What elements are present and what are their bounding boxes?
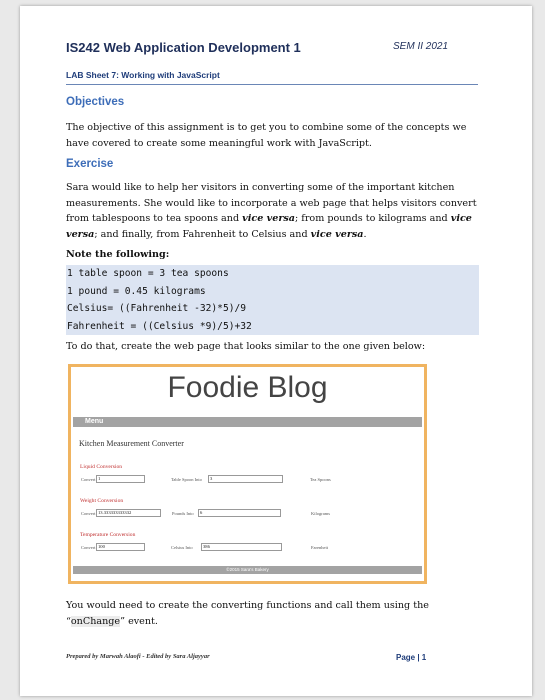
blog-footer: ©2015 Sara's Bakery: [73, 566, 422, 574]
temperature-left-input[interactable]: 100: [96, 543, 145, 551]
exercise-line: [66, 227, 480, 243]
liquid-left-input[interactable]: 1: [96, 475, 145, 483]
objectives-text: [66, 120, 480, 151]
menu-label: Menu: [85, 418, 104, 425]
text-run: ; and finally, from Fahrenheit to Celsius and: [94, 228, 311, 240]
quote-open: “: [66, 615, 71, 627]
objectives-line: have covered to create some meaningful work with JavaScript.: [66, 137, 372, 149]
emphasis: vice versa: [242, 213, 295, 224]
weight-section-label: Weight Conversion: [80, 498, 124, 504]
liquid-right-input[interactable]: 3: [208, 475, 283, 483]
code-line: Fahrenheit = ((Celsius *9)/5)+32: [67, 320, 252, 332]
weight-right-label: Kilograms: [311, 511, 330, 516]
emphasis: vice: [450, 213, 472, 224]
code-block: [66, 265, 479, 335]
objectives-line: The objective of this assignment is to get you to combine some of the concepts we: [66, 122, 467, 133]
convert-label: Convert: [81, 545, 96, 550]
objectives-heading: Objectives: [66, 96, 125, 108]
exercise-heading: Exercise: [66, 158, 114, 170]
text-run: .: [363, 228, 367, 240]
converter-title: Kitchen Measurement Converter: [79, 439, 184, 448]
text-run: from tablespoons to tea spoons and: [66, 213, 243, 224]
closing-text: [66, 598, 480, 629]
code-line: 1 pound = 0.45 kilograms: [67, 285, 206, 297]
lab-title: LAB Sheet 7: Working with JavaScript: [66, 70, 220, 80]
convert-label: Convert: [81, 477, 96, 482]
temperature-right-label: Farenheit: [311, 545, 328, 550]
weight-left-input[interactable]: 13.333333333332: [96, 509, 161, 517]
example-screenshot: [68, 364, 427, 584]
liquid-mid-label: Table Spoon Into: [171, 477, 202, 482]
text-run: ” event.: [120, 615, 158, 627]
page-number: Page | 1: [396, 653, 427, 662]
text-run: ; from pounds to kilograms and: [295, 213, 451, 224]
closing-line: You would need to create the converting functions and call them using the: [66, 600, 429, 611]
liquid-section-label: Liquid Conversion: [80, 464, 123, 470]
semester-label: SEM II 2021: [393, 41, 449, 52]
liquid-right-label: Tea Spoons: [310, 477, 331, 482]
temperature-mid-label: Celsius Into: [171, 545, 193, 550]
exercise-line: measurements. She would like to incorporate a web page that helps visitors convert: [66, 197, 477, 209]
document-page: [20, 6, 532, 696]
header-divider: [66, 84, 478, 85]
screenshot-inner: [71, 367, 424, 581]
weight-mid-label: Pounds Into: [172, 511, 194, 516]
menu-bar: [73, 417, 422, 427]
intro-text: To do that, create the web page that looks similar to the one given below:: [66, 341, 426, 352]
note-label: Note the following:: [66, 249, 170, 260]
exercise-text: [66, 180, 480, 242]
exercise-line: Sara would like to help her visitors in converting some of the important kitchen: [66, 182, 455, 193]
course-title: IS242 Web Application Development 1: [66, 40, 301, 55]
exercise-line: [66, 211, 480, 227]
temperature-right-input[interactable]: 386: [201, 543, 282, 551]
emphasis: versa: [66, 228, 95, 240]
weight-right-input[interactable]: 6: [198, 509, 281, 517]
closing-line: [66, 614, 480, 630]
code-line: Celsius= ((Fahrenheit -32)*5)/9: [67, 303, 247, 314]
code-line: 1 table spoon = 3 tea spoons: [67, 268, 229, 279]
blog-title: Foodie Blog: [167, 371, 328, 404]
event-name: onChange: [70, 615, 121, 627]
footer-credit: Prepared by Marwah Alaofi - Edited by Sara Aljayyar: [66, 653, 210, 660]
emphasis: vice versa: [310, 228, 364, 240]
temperature-section-label: Temperature Conversion: [80, 532, 136, 538]
convert-label: Convert: [81, 511, 96, 516]
